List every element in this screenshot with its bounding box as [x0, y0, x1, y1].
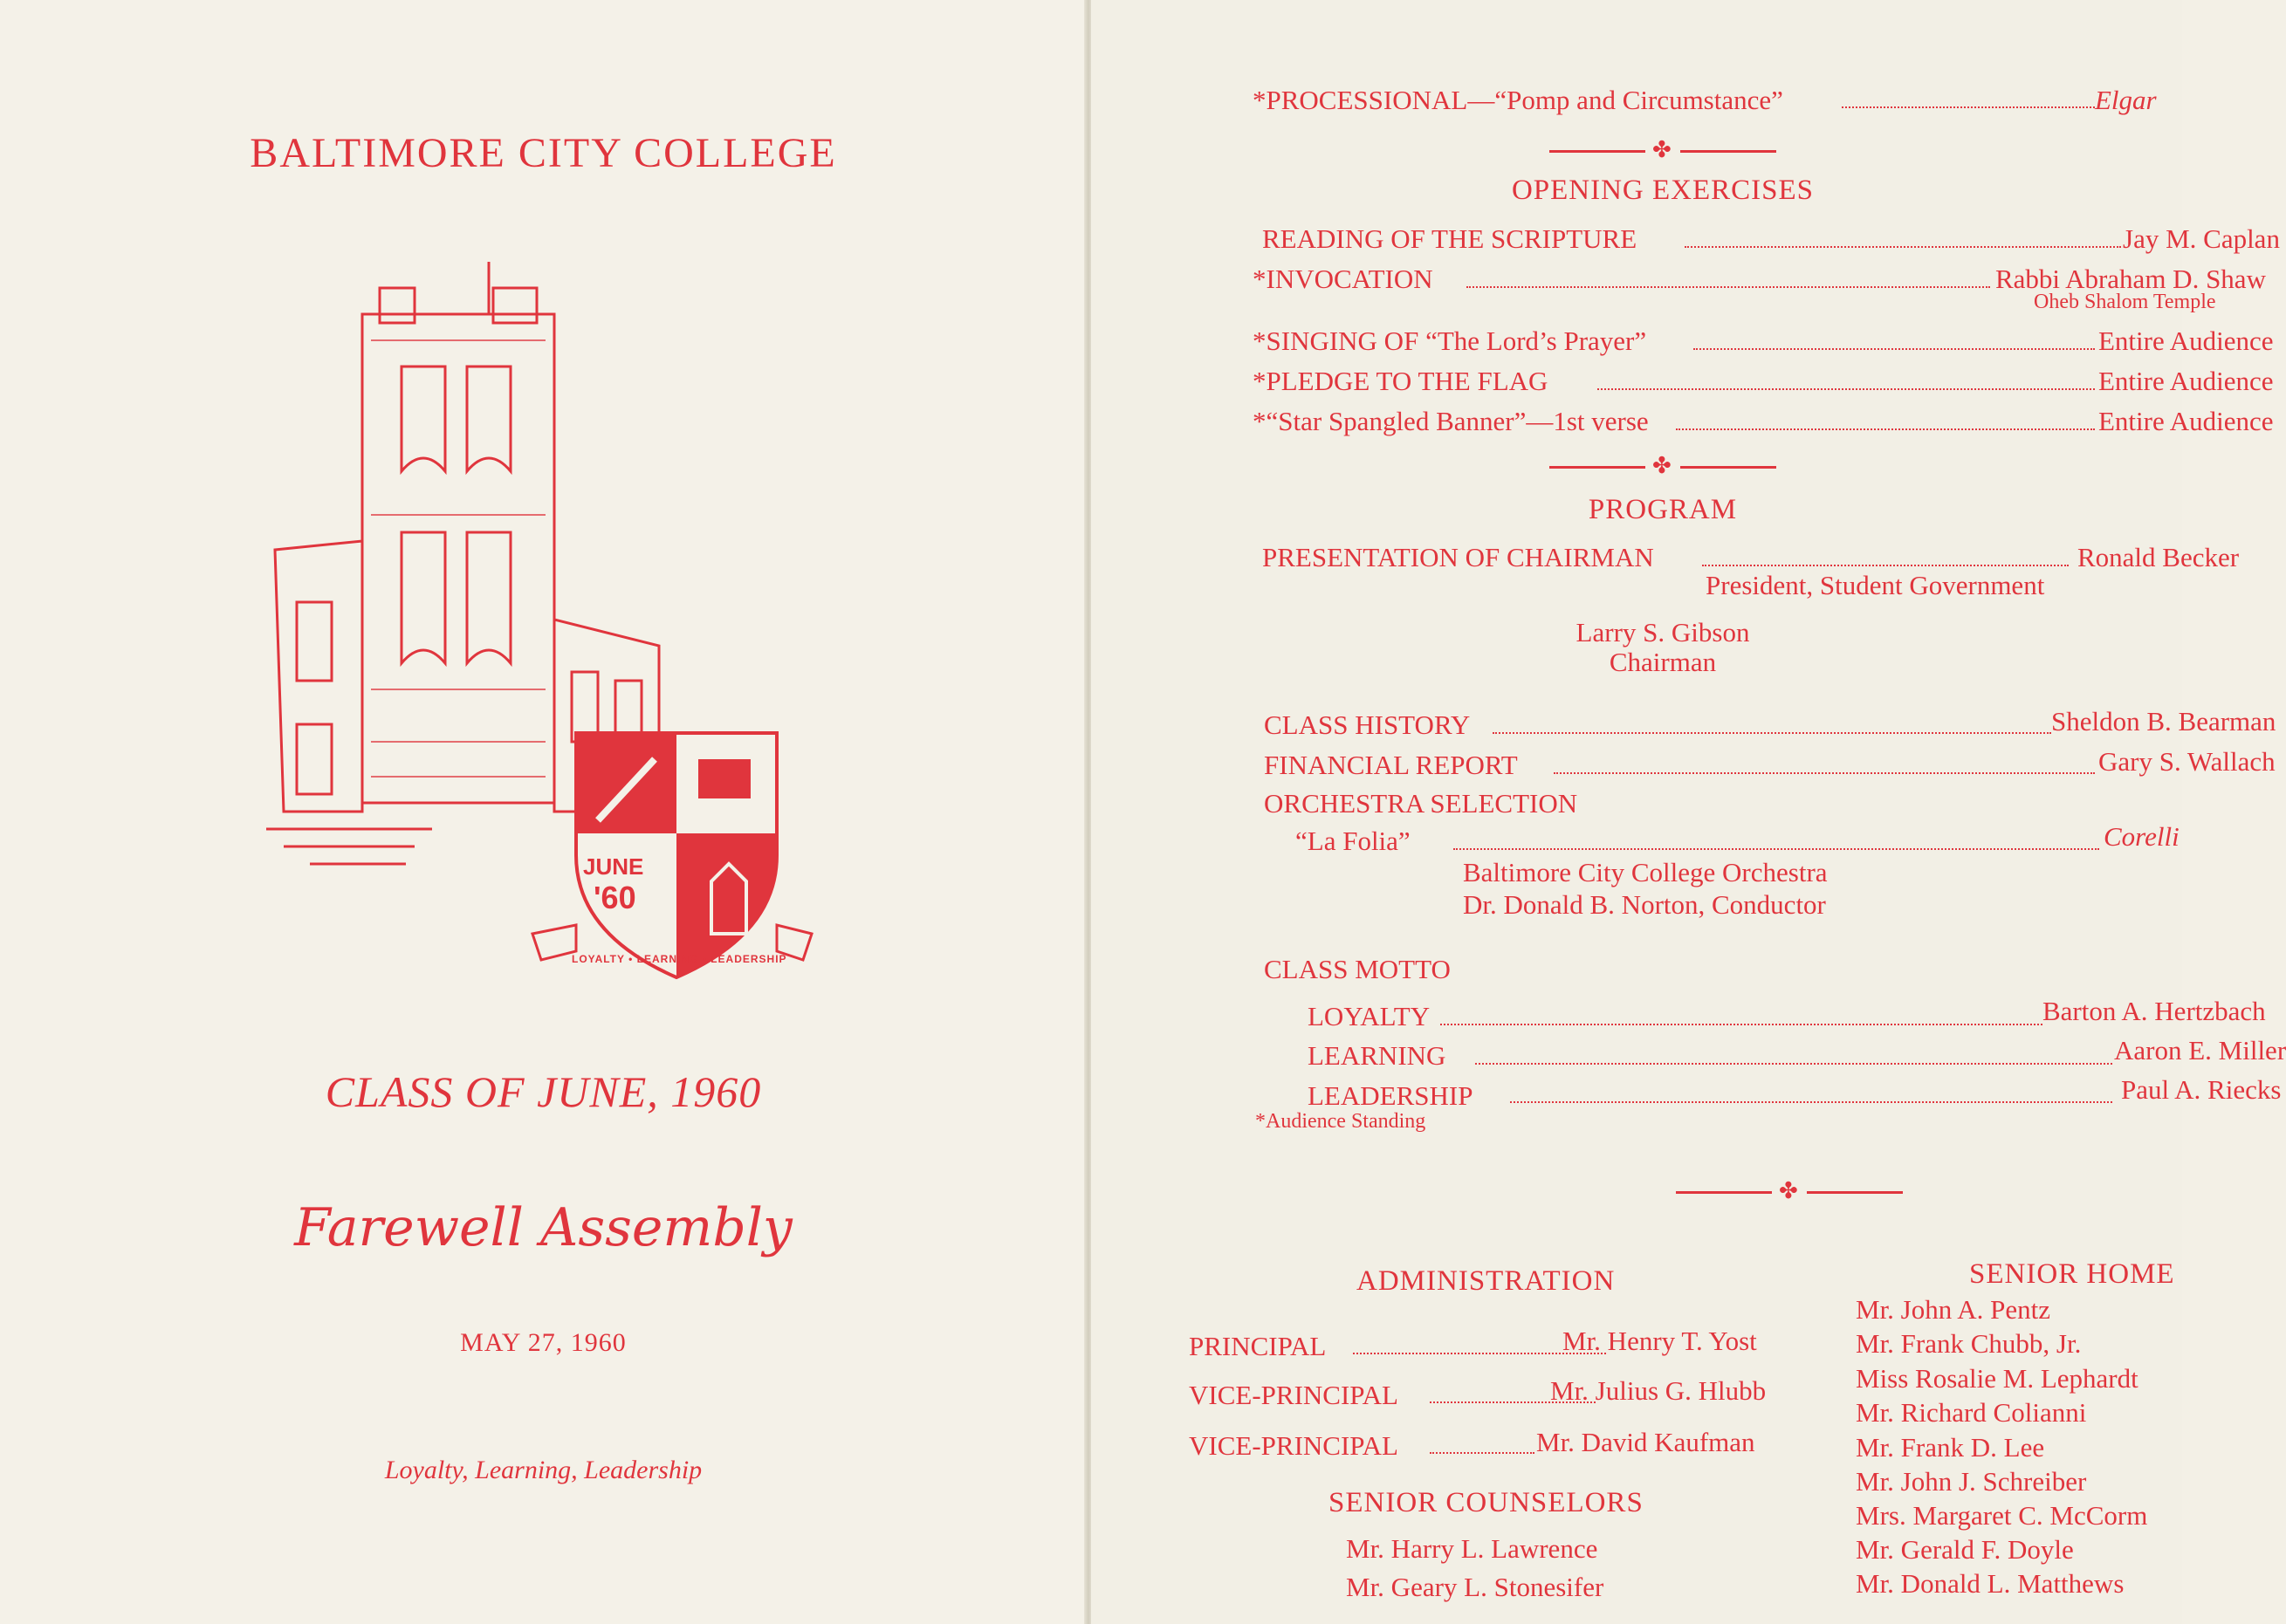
motto-item-value: Barton A. Hertzbach [2042, 996, 2266, 1026]
presentation-value: Ronald Becker [2077, 542, 2240, 572]
section-divider: ✤ [1549, 458, 1776, 476]
opening-item-value: Jay M. Caplan [2123, 223, 2280, 254]
admin-item-label: PRINCIPAL [1189, 1331, 1327, 1361]
opening-item-value: Entire Audience [2098, 366, 2274, 396]
front-cover [0, 0, 1087, 1624]
motto-item-label: LEARNING [1308, 1040, 1446, 1071]
crest-banner: LOYALTY • LEARNING • LEADERSHIP [572, 953, 787, 965]
motto-heading: CLASS MOTTO [1264, 954, 1451, 984]
processional-composer: Elgar [2095, 85, 2157, 115]
opening-item-label: *“Star Spangled Banner”—1st verse [1253, 406, 1649, 436]
motto-item-value: Paul A. Riecks [2121, 1074, 2282, 1105]
opening-item-label: *INVOCATION [1253, 264, 1433, 294]
opening-item-value: Entire Audience [2098, 406, 2274, 436]
section-divider: ✤ [1676, 1183, 1903, 1201]
home-item: Mrs. Margaret C. McCorm [1856, 1500, 2148, 1531]
program-item-value: Sheldon B. Bearman [2051, 706, 2276, 737]
event-title: Farewell Assembly [294, 1197, 793, 1258]
audience-footnote: *Audience Standing [1255, 1110, 1426, 1133]
home-item: Mr. John J. Schreiber [1856, 1466, 2087, 1497]
leader-dots [1693, 348, 2095, 350]
opening-heading: OPENING EXERCISES [1511, 175, 1815, 206]
leader-dots [1440, 1024, 2042, 1025]
crest-year-top: JUNE [583, 853, 644, 880]
program-item-label: FINANCIAL REPORT [1264, 750, 1518, 780]
home-item: Mr. Frank D. Lee [1856, 1432, 2045, 1463]
opening-item-label: READING OF THE SCRIPTURE [1262, 223, 1637, 254]
counselors-heading: SENIOR COUNSELORS [1328, 1487, 1644, 1518]
leader-dots [1510, 1101, 2112, 1103]
opening-item-label: *PLEDGE TO THE FLAG [1253, 366, 1548, 396]
orchestra-label: ORCHESTRA SELECTION [1264, 788, 1578, 819]
section-divider: ✤ [1549, 142, 1776, 160]
school-motto: Loyalty, Learning, Leadership [384, 1456, 703, 1484]
program-item-label: CLASS HISTORY [1264, 709, 1471, 740]
leader-dots [1702, 565, 2069, 566]
orchestra-piece: “La Folia” [1295, 826, 1411, 856]
admin-item-value: Mr. Julius G. Hlubb [1550, 1375, 1767, 1406]
event-date: MAY 27, 1960 [460, 1328, 627, 1357]
motto-item-label: LOYALTY [1308, 1001, 1431, 1031]
motto-item-value: Aaron E. Miller [2114, 1035, 2286, 1066]
orchestra-ensemble: Baltimore City College Orchestra [1463, 857, 1828, 887]
leader-dots [1554, 772, 2095, 774]
school-crest [524, 724, 820, 986]
home-item: Miss Rosalie M. Lephardt [1856, 1363, 2138, 1394]
leader-dots [1475, 1063, 2112, 1065]
presentation-label: PRESENTATION OF CHAIRMAN [1262, 542, 1654, 572]
chairman-name: Larry S. Gibson [1575, 617, 1750, 648]
admin-item-value: Mr. Henry T. Yost [1562, 1326, 1757, 1356]
home-item: Mr. Richard Colianni [1856, 1397, 2087, 1428]
admin-heading: ADMINISTRATION [1356, 1265, 1616, 1297]
program-heading: PROGRAM [1588, 494, 1738, 525]
home-item: Mr. John A. Pentz [1856, 1294, 2051, 1325]
program-page [1091, 0, 2286, 1624]
presentation-note: President, Student Government [1706, 570, 2045, 600]
counselor-name: Mr. Geary L. Stonesifer [1346, 1572, 1604, 1602]
chairman-role: Chairman [1609, 647, 1717, 677]
leader-dots [1685, 246, 2121, 248]
leader-dots [1453, 848, 2099, 850]
admin-item-value: Mr. David Kaufman [1536, 1427, 1755, 1457]
opening-item-value: Rabbi Abraham D. Shaw [1995, 264, 2266, 294]
motto-item-label: LEADERSHIP [1308, 1080, 1473, 1111]
school-name: BALTIMORE CITY COLLEGE [250, 130, 837, 176]
class-title: CLASS OF JUNE, 1960 [325, 1067, 762, 1116]
home-item: Mr. Gerald F. Doyle [1856, 1534, 2074, 1565]
crest-year-bottom: '60 [594, 880, 636, 915]
leader-dots [1842, 106, 2095, 108]
counselor-name: Mr. Harry L. Lawrence [1346, 1533, 1598, 1564]
admin-item-label: VICE-PRINCIPAL [1189, 1430, 1398, 1461]
program-item-value: Gary S. Wallach [2098, 746, 2276, 777]
opening-item-label: *SINGING OF “The Lord’s Prayer” [1253, 325, 1647, 356]
leader-dots [1466, 286, 1990, 288]
orchestra-composer: Corelli [2104, 821, 2180, 852]
leader-dots [1493, 732, 2051, 734]
leader-dots [1430, 1452, 1534, 1454]
home-item: Mr. Donald L. Matthews [1856, 1568, 2125, 1599]
leader-dots [1597, 388, 2095, 390]
orchestra-conductor: Dr. Donald B. Norton, Conductor [1463, 889, 1826, 920]
invocation-note: Oheb Shalom Temple [2034, 291, 2216, 313]
home-heading: SENIOR HOME [1969, 1258, 2175, 1290]
home-item: Mr. Frank Chubb, Jr. [1856, 1328, 2082, 1359]
leader-dots [1676, 428, 2095, 430]
processional-label: *PROCESSIONAL—“Pomp and Circumstance” [1253, 85, 1783, 115]
opening-item-value: Entire Audience [2098, 325, 2274, 356]
admin-item-label: VICE-PRINCIPAL [1189, 1380, 1398, 1410]
